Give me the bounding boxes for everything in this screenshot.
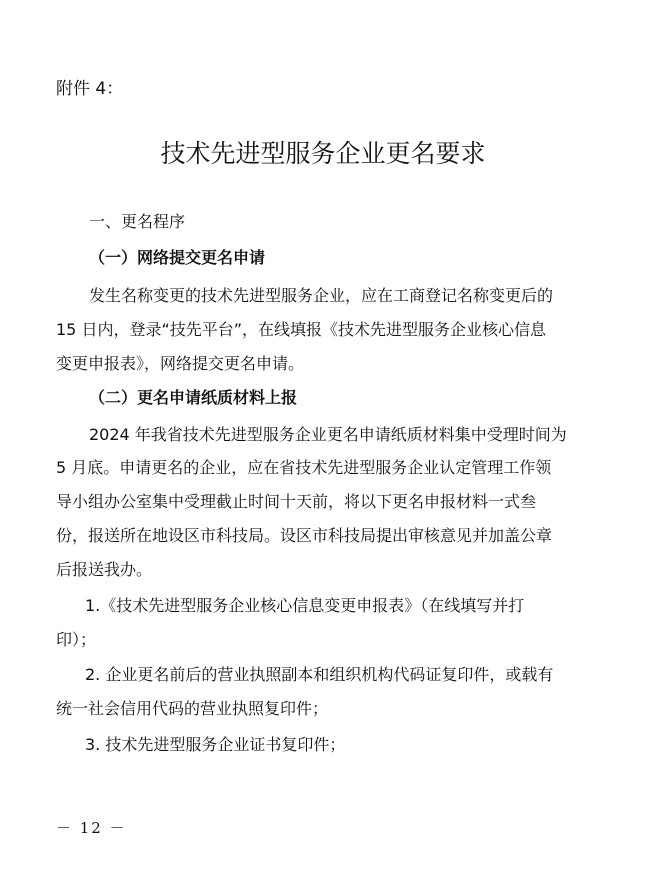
paragraph-line: 发生名称变更的技术先进型服务企业，应在工商登记名称变更后的 [89, 286, 554, 305]
paragraph-line: 变更申报表》，网络提交更名申请。 [56, 354, 305, 373]
list-item-continuation: 统一社会信用代码的营业执照复印件； [56, 699, 329, 718]
list-item: 2. 企业更名前后的营业执照副本和组织机构代码证复印件，或载有 [85, 665, 554, 684]
paragraph-line: 2024 年我省技术先进型服务企业更名申请纸质材料集中受理时间为 [89, 425, 567, 444]
document-title: 技术先进型服务企业更名要求 [160, 139, 486, 168]
attachment-label: 附件 4： [56, 79, 124, 99]
paragraph-line: 后报送我办。 [56, 560, 153, 579]
paragraph-line: 导小组办公室集中受理截止时间十天前，将以下更名申报材料一式叁 [56, 492, 537, 511]
paragraph-line: 15 日内，登录“技先平台”，在线填报《技术先进型服务企业核心信息 [56, 320, 547, 339]
subsection-heading: （一）网络提交更名申请 [89, 248, 266, 267]
list-item-continuation: 印）； [56, 630, 97, 649]
page-number: － 12 － [56, 819, 127, 837]
paragraph-line: 5 月底。申请更名的企业，应在省技术先进型服务企业认定管理工作领 [56, 458, 552, 477]
subsection-heading: （二）更名申请纸质材料上报 [89, 388, 298, 407]
paragraph-line: 份，报送所在地设区市科技局。设区市科技局提出审核意见并加盖公章 [56, 526, 553, 545]
section-heading: 一、更名程序 [89, 212, 186, 231]
list-item: 3. 技术先进型服务企业证书复印件； [85, 735, 346, 754]
list-item: 1.《技术先进型服务企业核心信息变更申报表》（在线填写并打 [85, 596, 525, 615]
